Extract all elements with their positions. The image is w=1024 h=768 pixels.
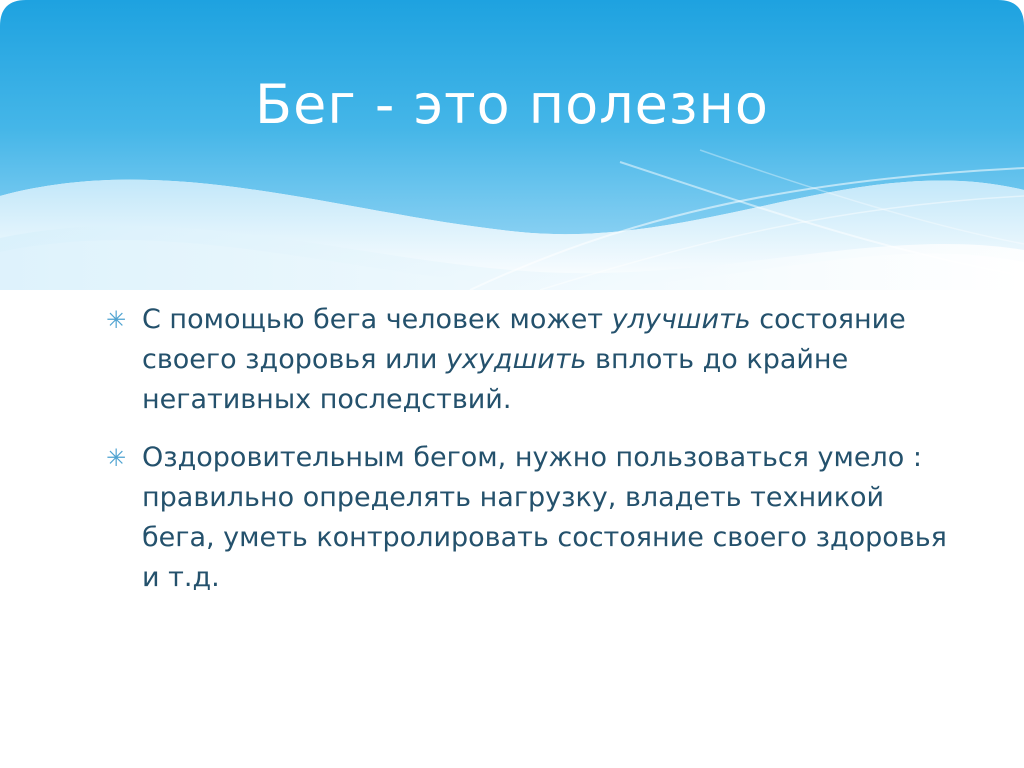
slide-header-banner	[0, 0, 1024, 290]
bullet-text-part-italic: ухудшить	[445, 344, 587, 375]
bullet-text-part: С помощью бега человек может	[142, 304, 612, 335]
bullet-text	[142, 300, 960, 420]
bullet-text-part: состояние своего здоровья или	[142, 304, 906, 375]
slide-title: Бег - это полезно	[255, 73, 769, 136]
banner-graphic	[0, 0, 1024, 290]
slide-body	[100, 300, 960, 616]
list-item	[100, 300, 960, 420]
bullet-text-part-italic: улучшить	[611, 304, 751, 335]
bullet-marker-icon: ✳	[106, 444, 127, 472]
bullet-text-part: Оздоровительным бегом, нужно пользоваться умело : правильно определять нагрузку, владеть техникой бега, уметь контролировать состояние своего здоровья и т.д.	[142, 442, 947, 593]
bullet-text-part: вплоть до крайне негативных последствий.	[142, 344, 849, 415]
bullet-text	[142, 438, 960, 598]
bullet-marker-icon: ✳	[106, 306, 127, 334]
list-item	[100, 438, 960, 598]
